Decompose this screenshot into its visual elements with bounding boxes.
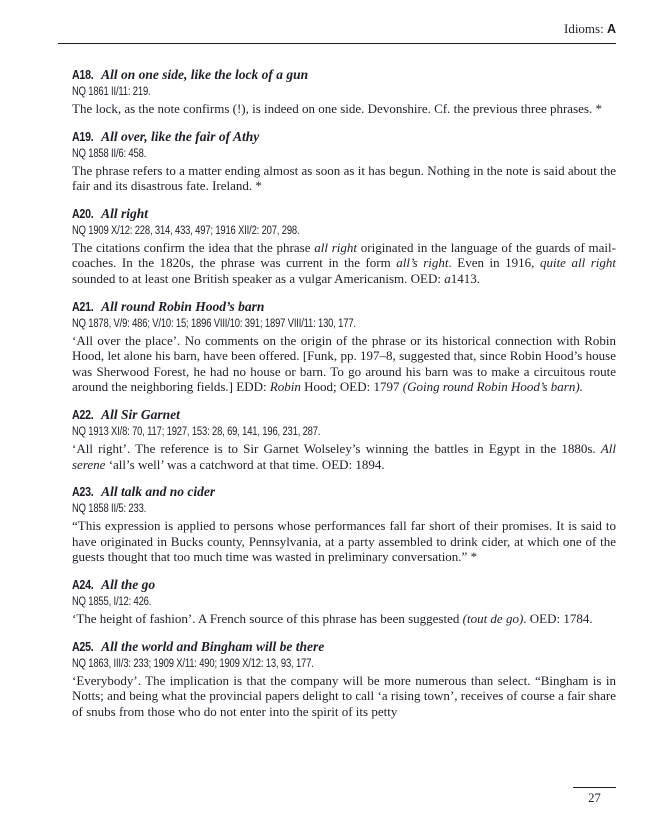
entry-heading xyxy=(72,638,616,656)
header-rule xyxy=(58,43,616,44)
entry-title: All round Robin Hood’s barn xyxy=(101,298,265,314)
entry-body: The citations confirm the idea that the phrase all right originated in the language of the guards of mail-coaches. In the 1820s, the phrase was current in the form all’s right. Even in 1916, quite all right sounded to at least one British speaker as a vulgar Americanism. OED: a1413. xyxy=(72,239,617,286)
idiom-entry xyxy=(72,298,616,395)
entry-heading xyxy=(72,298,616,316)
entry-citation: NQ 1909 X/12: 228, 314, 433, 497; 1916 XII/2: 207, 298. xyxy=(72,224,300,237)
entry-number: A22. xyxy=(72,407,94,422)
entry-body: ‘The height of fashion’. A French source of this phrase has been suggested (tout de go). OED: 1784. xyxy=(72,610,593,626)
idiom-entry xyxy=(72,576,616,627)
entry-heading xyxy=(72,128,616,146)
entry-body: The lock, as the note confirms (!), is indeed on one side. Devonshire. Cf. the previous three phrases. * xyxy=(72,101,602,116)
page-number: 27 xyxy=(588,791,601,805)
entry-citation: NQ 1863, III/3: 233; 1909 X/11: 490; 1909 X/12: 13, 93, 177. xyxy=(72,657,314,670)
idiom-entry xyxy=(72,406,616,472)
entry-number: A19. xyxy=(72,129,94,144)
entry-title: All right xyxy=(101,205,148,221)
idiom-entry xyxy=(72,638,616,720)
idiom-entry xyxy=(72,205,616,287)
page-footer xyxy=(573,787,616,806)
entry-citation: NQ 1913 XI/8: 70, 117; 1927, 153: 28, 69, 141, 196, 231, 287. xyxy=(72,425,321,438)
entry-number: A21. xyxy=(72,299,94,314)
entry-number: A24. xyxy=(72,577,94,592)
entry-body: ‘All over the place’. No comments on the origin of the phrase or its historical connection with Robin Hood, let alone his barn, have been offered. [Funk, pp. 197–8, suggested that, since Robin Hood’s house was Sherwood Forest, he had no house or barn. To go around his barn was to make a circuitous route around the neighboring fields.] EDD: Robin Hood; OED: 1797 (Going round Robin Hood’s barn). xyxy=(72,332,616,395)
running-head-label: Idioms: xyxy=(563,21,607,36)
entry-heading xyxy=(72,66,616,84)
running-head-section-letter: A xyxy=(606,22,616,36)
entry-title: All talk and no cider xyxy=(101,484,216,500)
entry-body: ‘All right’. The reference is to Sir Garnet Wolseley’s winning the battles in Egypt in the 1880s. All serene ‘all’s well’ was a catchword at that time. OED: 1894. xyxy=(72,440,616,472)
entries-list xyxy=(72,66,616,730)
entry-number: A20. xyxy=(72,206,94,221)
entry-heading xyxy=(72,483,616,501)
entry-body: The phrase refers to a matter ending almost as soon as it has begun. Nothing in the note is said about the fair and its disastrous fate. Ireland. * xyxy=(72,162,616,194)
entry-title: All over, like the fair of Athy xyxy=(101,128,260,144)
idiom-entry xyxy=(72,483,616,565)
entry-title: All on one side, like the lock of a gun xyxy=(101,67,309,82)
entry-title: All Sir Garnet xyxy=(101,406,180,422)
entry-number: A25. xyxy=(72,639,94,654)
entry-heading xyxy=(72,406,616,424)
entry-number: A18. xyxy=(72,68,94,82)
entry-citation: NQ 1858 II/6: 458. xyxy=(72,147,147,160)
entry-citation: NQ 1878, V/9: 486; V/10: 15; 1896 VIII/10: 391; 1897 VIII/11: 130, 177. xyxy=(72,317,356,330)
entry-citation: NQ 1861 II/11: 219. xyxy=(72,86,151,98)
entry-heading xyxy=(72,576,616,594)
entry-body: “This expression is applied to persons whose performances fall far short of their promises. It is said to have originated in Bucks county, Pennsylvania, at a party assembled to drink cider, at which one of the guests thought that too much time was wasted in preliminary conversation.” * xyxy=(72,518,616,565)
running-head xyxy=(58,21,616,37)
idiom-entry xyxy=(72,66,616,117)
entry-number: A23. xyxy=(72,485,94,500)
entry-citation: NQ 1855, I/12: 426. xyxy=(72,595,152,608)
entry-citation: NQ 1858 II/5: 233. xyxy=(72,503,147,516)
entry-body: ‘Everybody’. The implication is that the company will be more numerous than select. “Bingham is in Notts; and being what the provincial papers delight to call ‘a rising town’, receives of course a fair share of snubs from those who do not enter into the spirit of its petty xyxy=(72,672,616,719)
entry-title: All the world and Bingham will be there xyxy=(101,638,325,654)
entry-title: All the go xyxy=(101,576,156,592)
idiom-entry xyxy=(72,128,616,194)
entry-heading xyxy=(72,205,616,223)
